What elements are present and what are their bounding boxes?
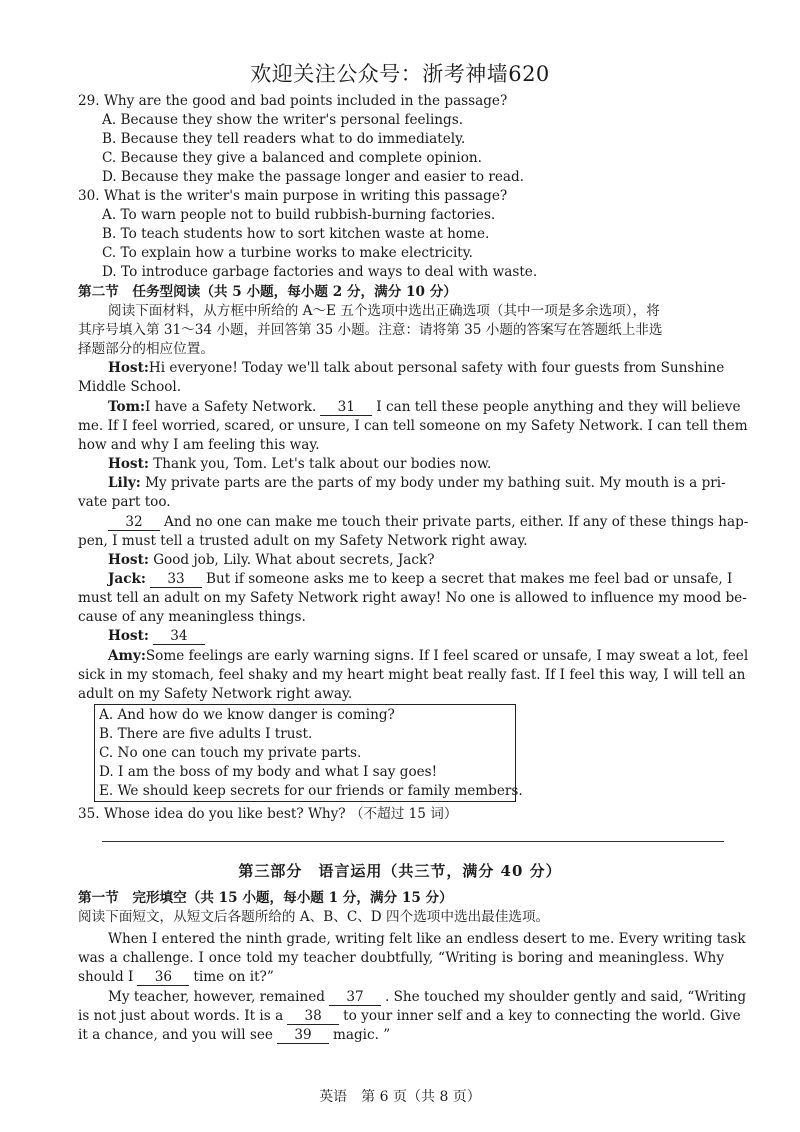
speaker-label: Jack: [108, 571, 146, 587]
dialogue-text: Some feelings are early warning signs. If I feel scared or unsafe, I may sweat a lot, feel [145, 648, 749, 664]
question-29-option-c: C. Because they give a balanced and complete opinion. [102, 150, 482, 166]
part-3-title: 第三部分 语言运用（共三节，满分 40 分） [238, 862, 562, 880]
question-29-option-b: B. Because they tell readers what to do immediately. [102, 131, 466, 147]
dialogue-amy-cont-1: sick in my stomach, feel shaky and my heart might beat really fast. If I feel this way, I will tell an [78, 667, 746, 683]
cloze-text: . She touched my shoulder gently and said, “Writing [384, 989, 747, 1005]
speaker-label: Lily: [108, 475, 141, 491]
question-30-stem: 30. What is the writer's main purpose in writing this passage? [78, 188, 508, 204]
dialogue-tom-cont-1: me. If I feel worried, scared, or unsure, I can tell someone on my Safety Network. I can tell them [78, 418, 748, 434]
speaker-label: Host: [108, 552, 149, 568]
cloze-paragraph-1-line-3 [78, 968, 274, 986]
dialogue-lily [108, 474, 724, 492]
answer-blank-34[interactable]: 34 [153, 629, 205, 645]
cloze-text: time on it?” [193, 969, 274, 985]
dialogue-jack-cont-1: must tell an adult on my Safety Network right away! No one is allowed to influence my mood be- [78, 590, 747, 606]
cloze-paragraph-2-line-1 [108, 988, 746, 1006]
dialogue-host-4 [108, 627, 209, 645]
dialogue-jack-cont-2: cause of any meaningless things. [78, 609, 306, 625]
speaker-label: Amy: [108, 648, 146, 664]
question-30-option-b: B. To teach students how to sort kitchen waste at home. [102, 226, 490, 242]
cloze-blank-38[interactable]: 38 [287, 1009, 339, 1025]
speaker-label: Host: [108, 360, 149, 376]
cloze-text: to your inner self and a key to connecting the world. Give [343, 1008, 741, 1024]
speaker-label: Host: [108, 628, 149, 644]
dialogue-amy [108, 647, 749, 665]
dialogue-lily-cont: vate part too. [78, 494, 171, 510]
dialogue-text: My private parts are the parts of my body under my bathing suit. My mouth is a pri- [145, 475, 726, 491]
dialogue-text: But if someone asks me to keep a secret that makes me feel bad or unsafe, I [205, 571, 733, 587]
section-2-instruction-1: 阅读下面材料，从方框中所给的 A～E 五个选项中选出正确选项（其中一项是多余选项），将 [108, 303, 660, 319]
box-option-b: B. There are five adults I trust. [99, 726, 313, 742]
cloze-text: magic. ” [332, 1027, 391, 1043]
cloze-paragraph-2-line-3 [78, 1026, 390, 1044]
question-30-option-d: D. To introduce garbage factories and ways to deal with waste. [102, 264, 538, 280]
speaker-label: Host: [108, 456, 149, 472]
question-30-option-a: A. To warn people not to build rubbish-burning factories. [102, 207, 496, 223]
dialogue-host-1-cont: Middle School. [78, 379, 182, 395]
dialogue-tom-cont-2: how and why I am feeling this way. [78, 437, 320, 453]
dialogue-lily-2 [108, 513, 748, 531]
cloze-blank-36[interactable]: 36 [137, 970, 189, 986]
cloze-text: should I [78, 969, 134, 985]
question-30-option-c: C. To explain how a turbine works to make electricity. [102, 245, 473, 261]
cloze-blank-37[interactable]: 37 [329, 990, 381, 1006]
box-option-c: C. No one can touch my private parts. [99, 745, 362, 761]
cloze-text: is not just about words. It is a [78, 1008, 284, 1024]
section-2-instruction-3: 择题部分的相应位置。 [78, 341, 214, 357]
dialogue-text: And no one can make me touch their private parts, either. If any of these things hap- [164, 514, 749, 530]
section-2-title: 第二节 任务型阅读（共 5 小题，每小题 2 分，满分 10 分） [78, 284, 457, 300]
answer-blank-32[interactable]: 32 [108, 515, 160, 531]
dialogue-text: Thank you, Tom. Let's talk about our bodies now. [153, 456, 492, 472]
page-header: 欢迎关注公众号：浙考神墙620 [250, 62, 550, 86]
answer-blank-31[interactable]: 31 [320, 400, 372, 416]
box-option-d: D. I am the boss of my body and what I say goes! [99, 764, 438, 780]
dialogue-text: Hi everyone! Today we'll talk about personal safety with four guests from Sunshine [148, 360, 725, 376]
dialogue-text: I have a Safety Network. [145, 399, 317, 415]
part-3-section-1-title: 第一节 完形填空（共 15 小题，每小题 1 分，满分 15 分） [78, 890, 453, 906]
question-29-option-d: D. Because they make the passage longer and easier to read. [102, 169, 524, 185]
box-option-e: E. We should keep secrets for our friends or family members. [99, 783, 523, 799]
cloze-blank-39[interactable]: 39 [277, 1028, 329, 1044]
question-29-option-a: A. Because they show the writer's personal feelings. [102, 112, 464, 128]
answer-blank-33[interactable]: 33 [150, 572, 202, 588]
cloze-paragraph-1-line-1: When I entered the ninth grade, writing felt like an endless desert to me. Every writing task [108, 931, 746, 947]
dialogue-lily-cont-2: pen, I must tell a trusted adult on my Safety Network right away. [78, 533, 528, 549]
page-footer: 英语 第 6 页（共 8 页） [319, 1089, 481, 1105]
dialogue-text: I can tell these people anything and they will believe [376, 399, 741, 415]
dialogue-tom [108, 398, 741, 416]
options-box [94, 704, 523, 802]
cloze-text: it a chance, and you will see [78, 1027, 273, 1043]
dialogue-host-2 [108, 455, 491, 473]
question-35: 35. Whose idea do you like best? Why? （不超过 15 词） [78, 806, 458, 822]
section-divider [102, 841, 724, 842]
dialogue-host-3 [108, 551, 435, 569]
cloze-text: My teacher, however, remained [108, 989, 325, 1005]
box-option-a: A. And how do we know danger is coming? [99, 707, 395, 723]
dialogue-jack [108, 570, 732, 588]
speaker-label: Tom: [108, 399, 146, 415]
dialogue-host-1 [108, 359, 724, 377]
dialogue-amy-cont-2: adult on my Safety Network right away. [78, 686, 353, 702]
cloze-paragraph-1-line-2: was a challenge. I once told my teacher doubtfully, “Writing is boring and meaningless. Why [78, 950, 724, 966]
dialogue-text: Good job, Lily. What about secrets, Jack? [153, 552, 435, 568]
cloze-paragraph-2-line-2 [78, 1007, 741, 1025]
part-3-instruction: 阅读下面短文，从短文后各题所给的 A、B、C、D 四个选项中选出最佳选项。 [78, 909, 550, 925]
section-2-instruction-2: 其序号填入第 31～34 小题，并回答第 35 小题。注意：请将第 35 小题的答案写在答题纸上非选 [78, 322, 663, 338]
question-29-stem: 29. Why are the good and bad points included in the passage? [78, 93, 508, 109]
